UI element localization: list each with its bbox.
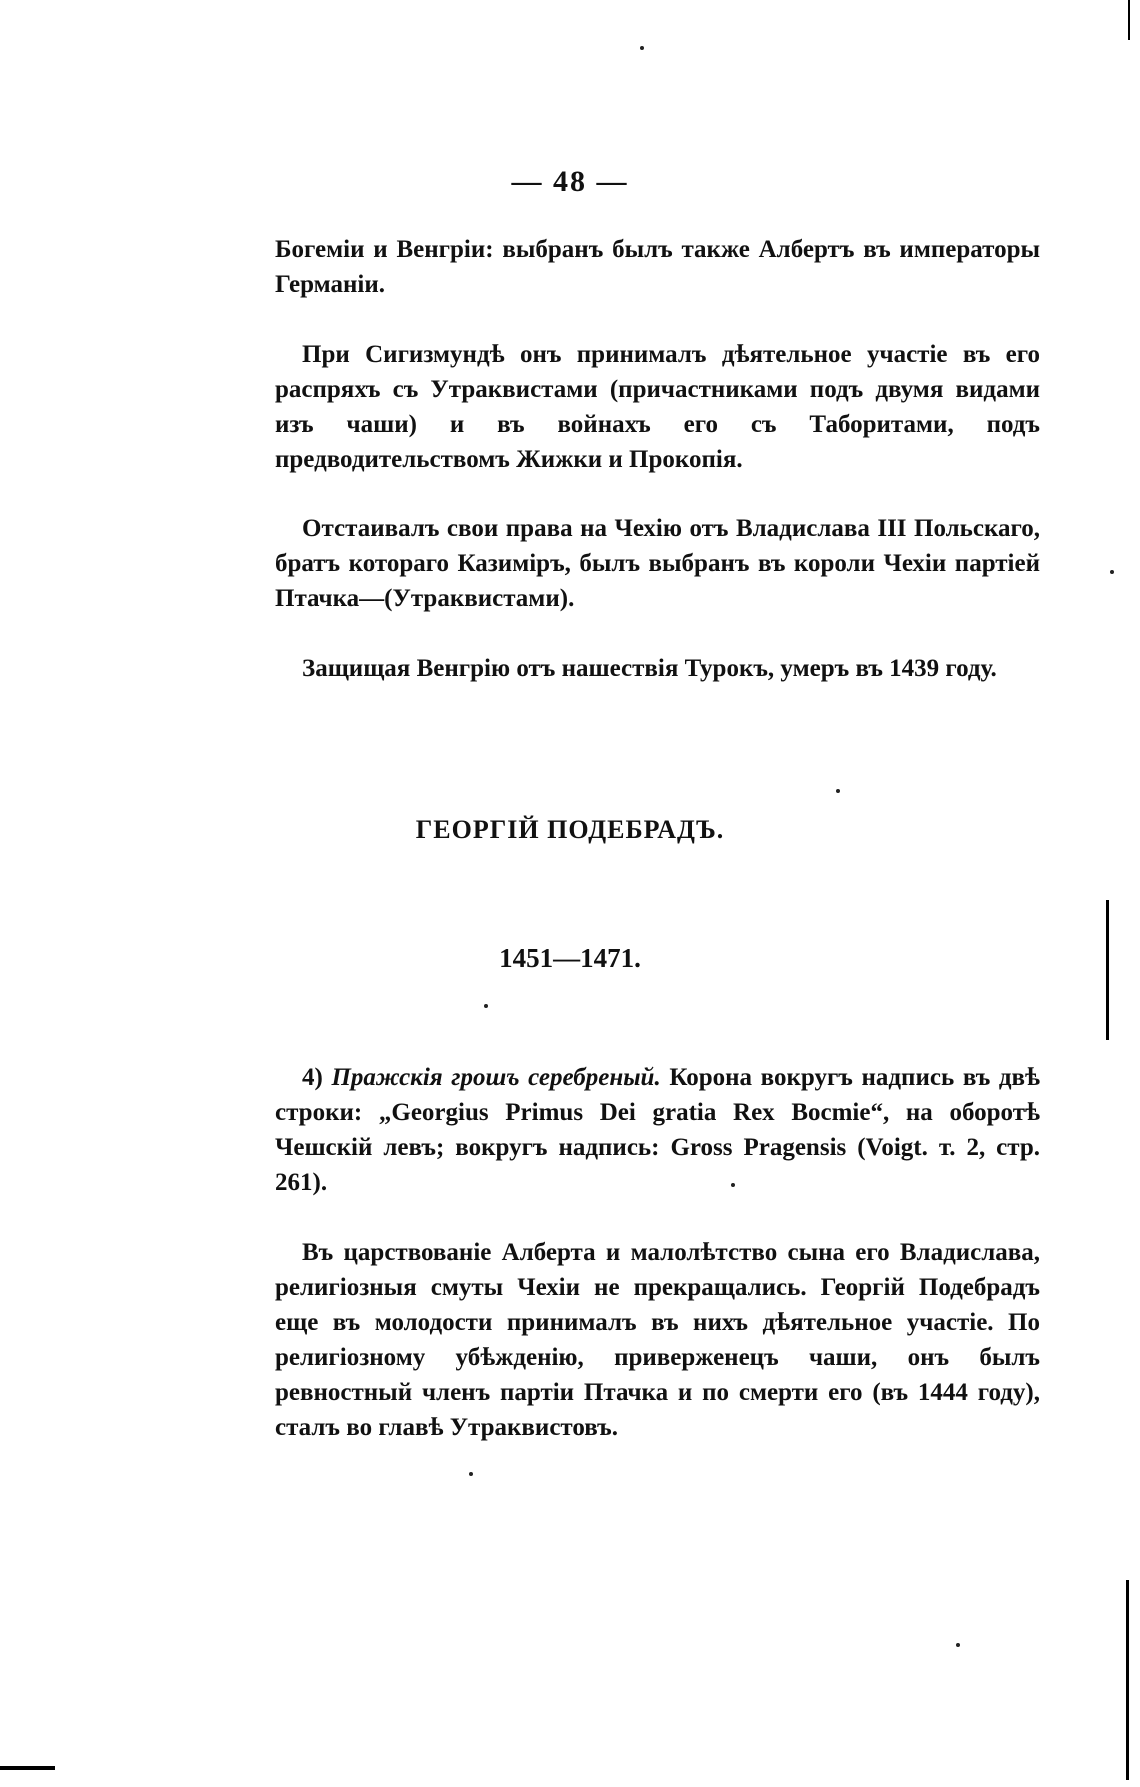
coin-title: Пражскiя грошъ серебреный. <box>331 1064 661 1091</box>
paragraph-5: Въ царствованiе Алберта и малолѣтство сына его Владислава, религiозныя смуты Чехiи не прекращались. Георгiй Подебрадъ еще въ молодости принималъ въ нихъ дѣятельное участiе. По религiозному убѣжденiю, приверженецъ чаши, онъ былъ ревностный членъ партiи Птачка и по смерти его (въ 1444 году), сталъ во главѣ Утраквистовъ. <box>275 1239 1040 1441</box>
coin-description <box>275 1060 1040 1200</box>
section-heading: ГЕОРГIЙ ПОДЕБРАДЪ. <box>415 815 725 844</box>
scan-speck <box>731 1183 735 1187</box>
scan-speck <box>1110 570 1114 574</box>
scan-edge-mark-bottom <box>1126 1580 1129 1780</box>
page-number: — 48 — <box>511 165 629 198</box>
coin-text-1: Корона вокругъ надпись <box>669 1064 955 1091</box>
paragraph-2: При Сигизмундѣ онъ принималъ дѣятельное участiе въ его распряхъ съ Утраквистами (причастниками подъ двумя видами изъ чаши) и въ войнахъ его съ Таборитами, подъ предводительствомъ Жижки и Прокопiя. <box>275 341 1040 473</box>
paragraph-1: Богемiи и Венгрiи: выбранъ былъ также Албертъ въ императоры Германiи. <box>275 236 1040 298</box>
coin-reference: (Voigt. т. 2, стр. 261). <box>275 1134 1041 1196</box>
scan-edge-mark-middle <box>1106 900 1109 1040</box>
scan-edge-mark-left <box>0 1766 55 1770</box>
paragraph-3: Отстаивалъ свои права на Чехiю отъ Владислава III Польскаго, братъ котораго Казимiръ, былъ выбранъ въ короли Чехiи партiей Птачка—(Утраквистами). <box>275 515 1040 612</box>
scan-edge-mark-top <box>1128 0 1130 40</box>
coin-text-3: на оборотѣ Чешскiй левъ; вокругъ надпись: Gross Pragensis <box>275 1099 1040 1161</box>
coin-number: 4) <box>302 1064 323 1091</box>
scan-speck <box>640 46 644 50</box>
coin-text-2: въ двѣ строки: „Georgius Primus Dei gratia Rex Bocmie“, <box>275 1064 1041 1126</box>
scan-speck <box>956 1643 960 1647</box>
reign-years: 1451—1471. <box>499 943 641 973</box>
scan-speck <box>469 1472 473 1476</box>
paragraph-4: Защищая Венгрiю отъ нашествiя Турокъ, умеръ въ 1439 году. <box>302 655 997 682</box>
scan-speck <box>836 789 840 793</box>
scan-speck <box>484 1004 488 1008</box>
